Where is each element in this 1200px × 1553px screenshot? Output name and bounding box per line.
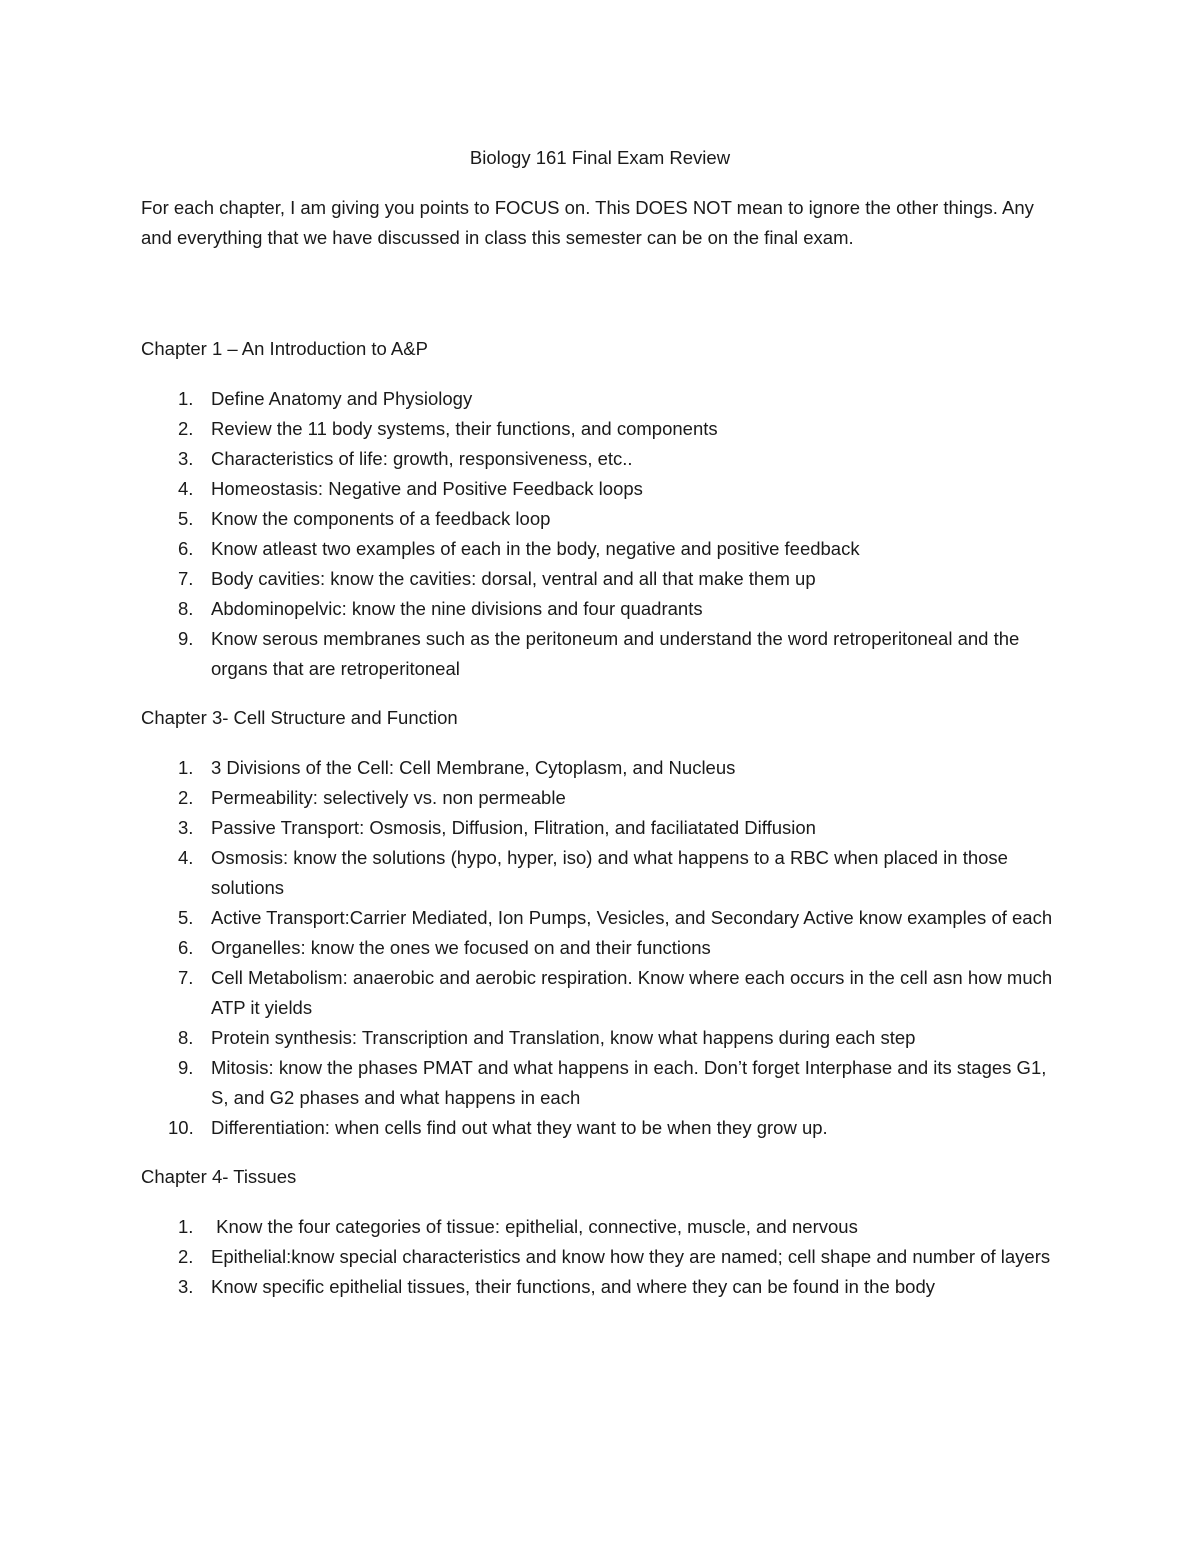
list-item — [141, 564, 1059, 594]
item-number: 1. — [178, 1216, 194, 1237]
list-item — [141, 594, 1059, 624]
list-item — [141, 783, 1059, 813]
item-number: 1. — [178, 388, 194, 409]
item-text: Know atleast two examples of each in the body, negative and positive feedback — [211, 538, 860, 559]
item-text: Differentiation: when cells find out what they want to be when they grow up. — [211, 1117, 828, 1138]
item-text: Protein synthesis: Transcription and Translation, know what happens during each step — [211, 1027, 916, 1048]
list-item — [141, 1023, 1059, 1053]
item-text: Permeability: selectively vs. non permeable — [211, 787, 566, 808]
list-item — [141, 534, 1059, 564]
item-number: 5. — [178, 508, 194, 529]
item-number: 9. — [178, 628, 194, 649]
item-number: 3. — [178, 448, 194, 469]
chapter-4-title: Chapter 4- Tissues — [141, 1166, 297, 1187]
item-number: 9. — [178, 1057, 194, 1078]
chapter-3-title: Chapter 3- Cell Structure and Function — [141, 707, 458, 728]
item-text: Mitosis: know the phases PMAT and what happens in each. Don’t forget Interphase and its stages G1, S, and G2 phases and what happens in each — [211, 1057, 1047, 1108]
item-number: 5. — [178, 907, 194, 928]
item-text: Homeostasis: Negative and Positive Feedback loops — [211, 478, 643, 499]
item-number: 7. — [178, 568, 194, 589]
intro-paragraph: For each chapter, I am giving you points to FOCUS on. This DOES NOT mean to ignore the other things. Any and everything that we have discussed in class this semester can be on the final exam. — [141, 197, 1034, 248]
item-text: Know the four categories of tissue: epithelial, connective, muscle, and nervous — [211, 1216, 858, 1237]
list-item — [141, 813, 1059, 843]
item-number: 1. — [178, 757, 194, 778]
item-text: Define Anatomy and Physiology — [211, 388, 473, 409]
list-item — [141, 933, 1059, 963]
item-number: 6. — [178, 937, 194, 958]
list-item — [141, 1212, 1059, 1242]
list-item — [141, 963, 1059, 1023]
item-number: 10. — [168, 1117, 194, 1138]
item-text: Characteristics of life: growth, responsiveness, etc.. — [211, 448, 633, 469]
item-text: Abdominopelvic: know the nine divisions and four quadrants — [211, 598, 703, 619]
list-item — [141, 474, 1059, 504]
item-number: 7. — [178, 967, 194, 988]
item-text: Passive Transport: Osmosis, Diffusion, Flitration, and faciliatated Diffusion — [211, 817, 816, 838]
item-number: 2. — [178, 787, 194, 808]
list-item — [141, 444, 1059, 474]
list-item — [141, 1113, 1059, 1143]
chapter-4-list — [141, 1212, 1059, 1302]
item-text: Organelles: know the ones we focused on and their functions — [211, 937, 711, 958]
item-text: Know specific epithelial tissues, their functions, and where they can be found in the body — [211, 1276, 935, 1297]
item-text: Cell Metabolism: anaerobic and aerobic respiration. Know where each occurs in the cell asn how much ATP it yields — [211, 967, 1053, 1018]
list-item — [141, 1242, 1059, 1272]
item-number: 4. — [178, 847, 194, 868]
item-text: Body cavities: know the cavities: dorsal, ventral and all that make them up — [211, 568, 816, 589]
item-number: 3. — [178, 817, 194, 838]
chapter-1-title: Chapter 1 – An Introduction to A&P — [141, 338, 428, 359]
chapter-3-list — [141, 753, 1059, 1143]
item-number: 4. — [178, 478, 194, 499]
item-number: 8. — [178, 598, 194, 619]
item-text: Osmosis: know the solutions (hypo, hyper, iso) and what happens to a RBC when placed in those solutions — [211, 847, 1008, 898]
item-number: 6. — [178, 538, 194, 559]
list-item — [141, 504, 1059, 534]
item-text: 3 Divisions of the Cell: Cell Membrane, Cytoplasm, and Nucleus — [211, 757, 736, 778]
item-text: Review the 11 body systems, their functions, and components — [211, 418, 718, 439]
list-item — [141, 414, 1059, 444]
item-number: 8. — [178, 1027, 194, 1048]
list-item — [141, 903, 1059, 933]
item-text: Active Transport:Carrier Mediated, Ion Pumps, Vesicles, and Secondary Active know examples of each — [211, 907, 1053, 928]
list-item — [141, 843, 1059, 903]
list-item — [141, 1053, 1059, 1113]
list-item — [141, 1272, 1059, 1302]
item-number: 2. — [178, 418, 194, 439]
list-item — [141, 384, 1059, 414]
item-text: Know the components of a feedback loop — [211, 508, 551, 529]
item-number: 3. — [178, 1276, 194, 1297]
document-title: Biology 161 Final Exam Review — [469, 147, 731, 168]
item-text: Epithelial:know special characteristics and know how they are named; cell shape and number of layers — [211, 1246, 1051, 1267]
item-text: Know serous membranes such as the peritoneum and understand the word retroperitoneal and the organs that are retroperitoneal — [211, 628, 1020, 679]
chapter-1-list — [141, 384, 1059, 684]
item-number: 2. — [178, 1246, 194, 1267]
list-item — [141, 753, 1059, 783]
list-item — [141, 624, 1059, 684]
